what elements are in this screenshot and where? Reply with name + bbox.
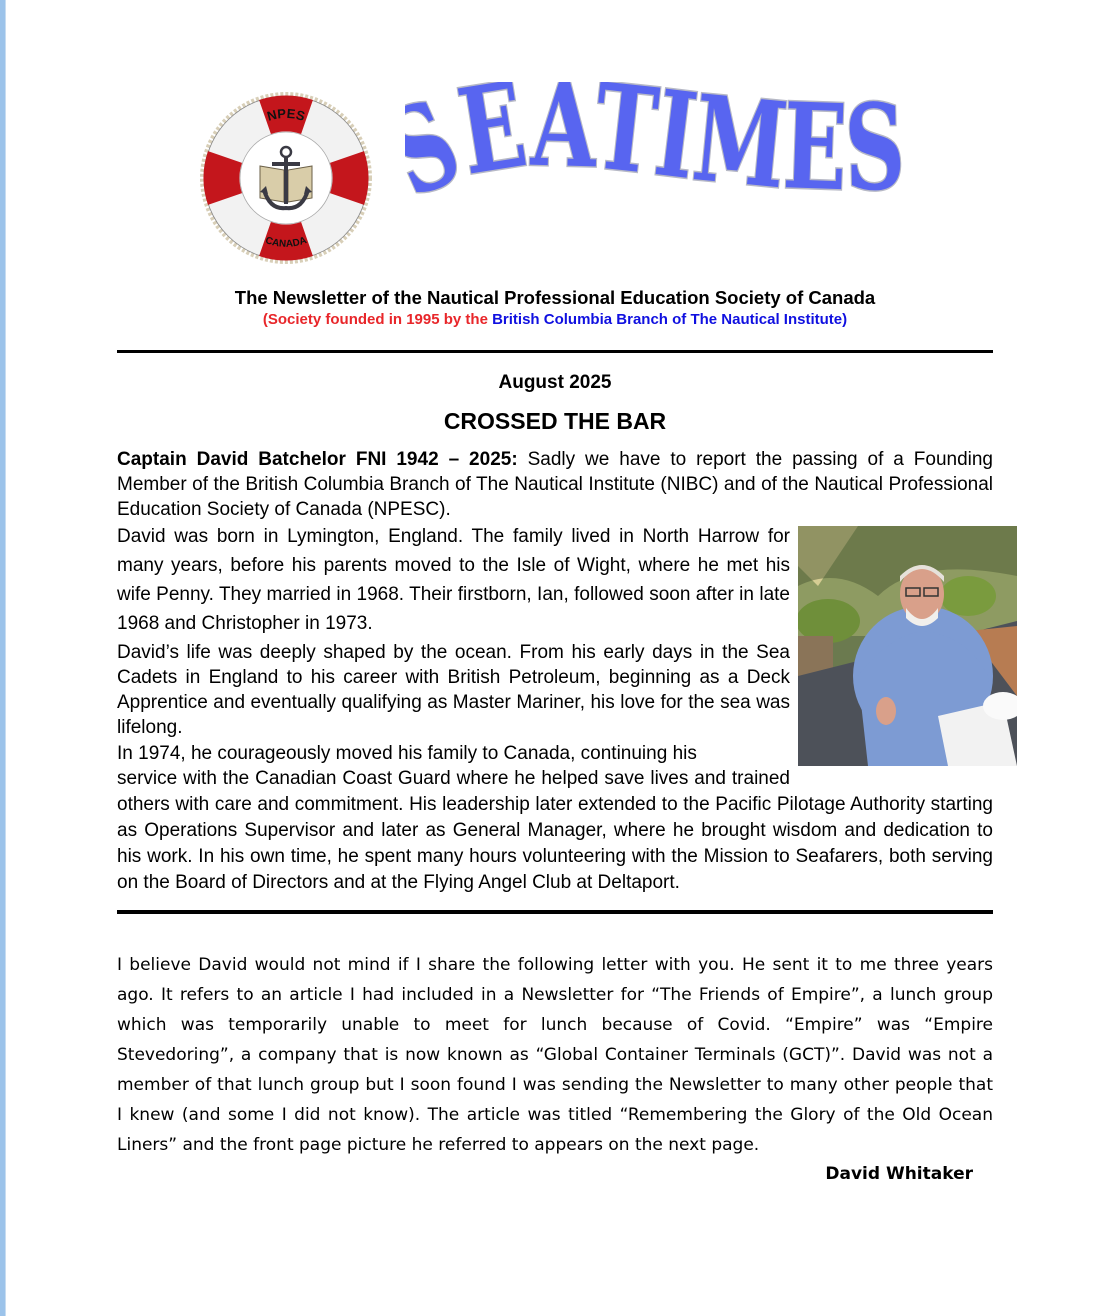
portrait-photo (798, 526, 1017, 766)
article-paragraph-3: David’s life was deeply shaped by the ocean. From his early days in the Sea Cadets in England to his career with British Petroleum, beginning as a Deck Apprentice and eventually qualifying as Master Mariner, his love for the sea was lifelong. (117, 642, 790, 738)
obituary-article (117, 447, 993, 896)
masthead-logo (405, 82, 925, 262)
logo-top-text: NPES (265, 105, 307, 124)
letter-intro (117, 950, 993, 1160)
bottom-divider (117, 910, 993, 914)
founded-branch: British Columbia Branch of The Nautical Institute) (492, 311, 848, 328)
newsletter-subtitle: The Newsletter of the Nautical Professional Education Society of Canada (234, 287, 876, 308)
top-divider (117, 350, 993, 353)
article-paragraph-1 (117, 447, 993, 522)
article-lead-name: Captain David Batchelor FNI 1942 – 2025: (117, 449, 518, 470)
founded-prefix: (Society founded in 1995 by the (262, 311, 493, 328)
article-paragraph-2: David was born in Lymington, England. The family lived in North Harrow for many years, before his parents moved to the Isle of Wight, where he met his wife Penny. They married in 1968. Their firstborn, Ian, followed soon after in late 1968 and Christopher in 1973. (117, 526, 790, 634)
issue-date: August 2025 (498, 372, 612, 393)
life-ring-icon (198, 90, 374, 266)
article-intro: Sadly we have to report the passing of a Founding Member of the British Columbia Branch of The Nautical Institute (NIBC) and of the Nautical Professional Education Society of Canada (NPESC). (117, 449, 994, 520)
npes-logo (198, 90, 374, 266)
logo-bottom-text: CANADA (263, 235, 309, 250)
portrait-photo-icon (798, 526, 1017, 766)
article-paragraph-4: service with the Canadian Coast Guard where he helped save lives and trained others with care and commitment. His leadership later extended to the Pacific Pilotage Authority starting as Operations Supervisor and later as General Manager, where he brought wisdom and dedication to his work. In his own time, he spent many hours volunteering with the Mission to Seafarers, both serving on the Board of Directors and at the Flying Angel Club at Deltaport. (117, 768, 993, 893)
article-paragraph-4-line-1: In 1974, he courageously moved his family to Canada, continuing his (117, 743, 697, 764)
page-content (117, 286, 993, 1226)
section-heading: CROSSED THE BAR (443, 408, 667, 434)
masthead-title: EATIMES (450, 82, 925, 219)
founded-line (117, 310, 993, 330)
letter-signature: David Whitaker (825, 1164, 973, 1184)
letter-body: I believe David would not mind if I share the following letter with you. He sent it to me three years ago. It refers to an article I had included in a Newsletter for “The Friends of Empire”, a lunch group which was temporarily unable to meet for lunch because of Covid. “Empire” was “Empire Stevedoring”, a company that is now known as “Global Container Terminals (GCT)”. David was not a member of that lunch group but I soon found I was sending the Newsletter to many other people that I knew (and some I did not know). The article was titled “Remembering the Glory of the Old Ocean Liners” and the front page picture he referred to appears on the next page. (117, 955, 993, 1155)
seatimes-wordart (405, 82, 925, 262)
masthead-area (0, 0, 1096, 282)
